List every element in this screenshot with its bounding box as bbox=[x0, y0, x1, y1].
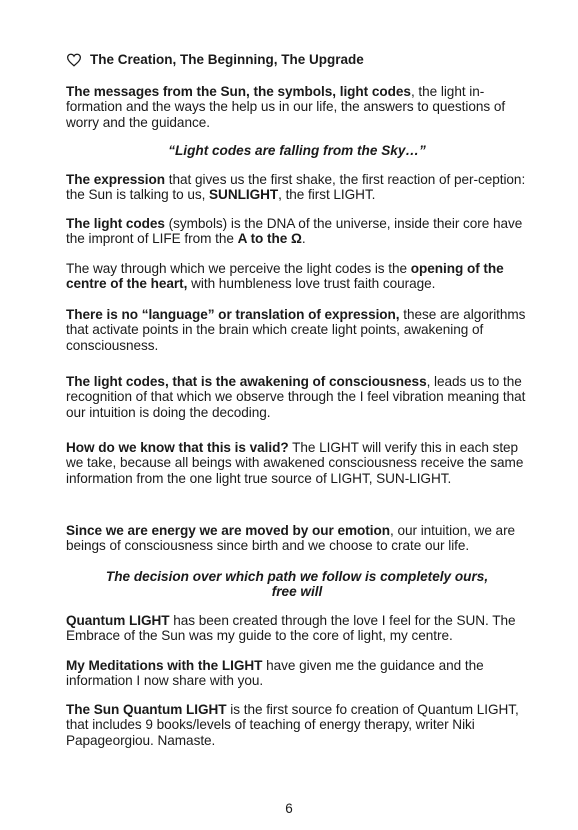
body-text: with humbleness love trust faith courage. bbox=[187, 276, 436, 292]
paragraph-no-language bbox=[66, 307, 528, 353]
paragraph-meditations bbox=[66, 658, 528, 689]
body-text: The LIGHT will verify this in each step we take, because all beings with awakened consciousness receive the same information from the one light true source of LIGHT, SUN-LIGHT. bbox=[66, 440, 524, 486]
paragraph-quantum-light bbox=[66, 613, 528, 644]
quote-line: The decision over which path we follow is completely ours, bbox=[105, 569, 489, 584]
paragraph-perceive bbox=[66, 261, 528, 292]
body-text: that gives us the first shake, the first reaction of per-ception: the Sun is talking to us, bbox=[66, 172, 526, 203]
quote-line: free will bbox=[271, 584, 323, 600]
bold-phrase: A to the Ω bbox=[237, 231, 302, 247]
paragraph-messages bbox=[66, 84, 528, 130]
page-number: 6 bbox=[285, 801, 293, 816]
bold-phrase: My Meditations with the LIGHT bbox=[66, 658, 263, 673]
bold-phrase: Since we are energy we are moved by our emotion bbox=[66, 523, 391, 538]
paragraph-awakening bbox=[66, 374, 528, 420]
body-text: , the first LIGHT. bbox=[278, 187, 376, 203]
paragraph-energy bbox=[66, 523, 528, 554]
bold-phrase: The light codes, that is the awakening of consciousness bbox=[66, 374, 427, 389]
bold-phrase: The messages from the Sun, the symbols, light codes bbox=[66, 84, 411, 99]
body-text: is the first source fo creation of Quantum LIGHT, that includes 9 books/levels of teaching of energy therapy, writer Niki Papageorgiou. Namaste. bbox=[66, 702, 519, 748]
body-text: have given me the guidance and the information I now share with you. bbox=[66, 658, 484, 689]
heading-text: The Creation, The Beginning, The Upgrade bbox=[90, 52, 364, 67]
bold-phrase: The Sun Quantum LIGHT bbox=[66, 702, 227, 717]
bold-phrase: The light codes bbox=[66, 216, 165, 231]
bold-phrase: There is no “language” or translation of expression, bbox=[66, 307, 400, 322]
paragraph-light-codes-dna bbox=[66, 216, 528, 247]
paragraph-expression bbox=[66, 172, 528, 203]
body-text: The way through which we perceive the light codes is the bbox=[66, 261, 411, 276]
body-text: , leads us to the recognition of that which we observe through the I feel vibration meaning that our intuition is doing the decoding. bbox=[66, 374, 526, 420]
body-text: has been created through the love I feel for the SUN. The Embrace of the Sun was my guide to the core of light, my centre. bbox=[66, 613, 516, 644]
bold-phrase: The expression bbox=[66, 172, 166, 187]
body-text: these are algorithms that activate points in the brain which create light points, awakening of consciousness. bbox=[66, 307, 526, 353]
bold-phrase: Quantum LIGHT bbox=[66, 613, 170, 628]
bold-phrase: How do we know that this is valid? bbox=[66, 440, 289, 455]
heart-outline-icon bbox=[66, 53, 82, 67]
bold-phrase: SUNLIGHT bbox=[209, 187, 279, 203]
paragraph-validity bbox=[66, 440, 528, 486]
section-heading bbox=[66, 52, 536, 67]
body-text: , the light in-formation and the ways the help us in our life, the answers to questions of worry and the guidance. bbox=[66, 84, 506, 130]
body-text: , our intuition, we are beings of consciousness since birth and we choose to crate our life. bbox=[66, 523, 516, 554]
body-text: . bbox=[301, 231, 306, 247]
quote-light-codes: “Light codes are falling from the Sky…” bbox=[168, 143, 426, 158]
paragraph-sun-quantum-light bbox=[66, 702, 528, 748]
quote-free-will bbox=[66, 569, 528, 600]
bold-phrase: opening of the centre of the heart, bbox=[66, 261, 504, 292]
body-text: (symbols) is the DNA of the universe, inside their core have the impront of LIFE from the bbox=[66, 216, 523, 247]
